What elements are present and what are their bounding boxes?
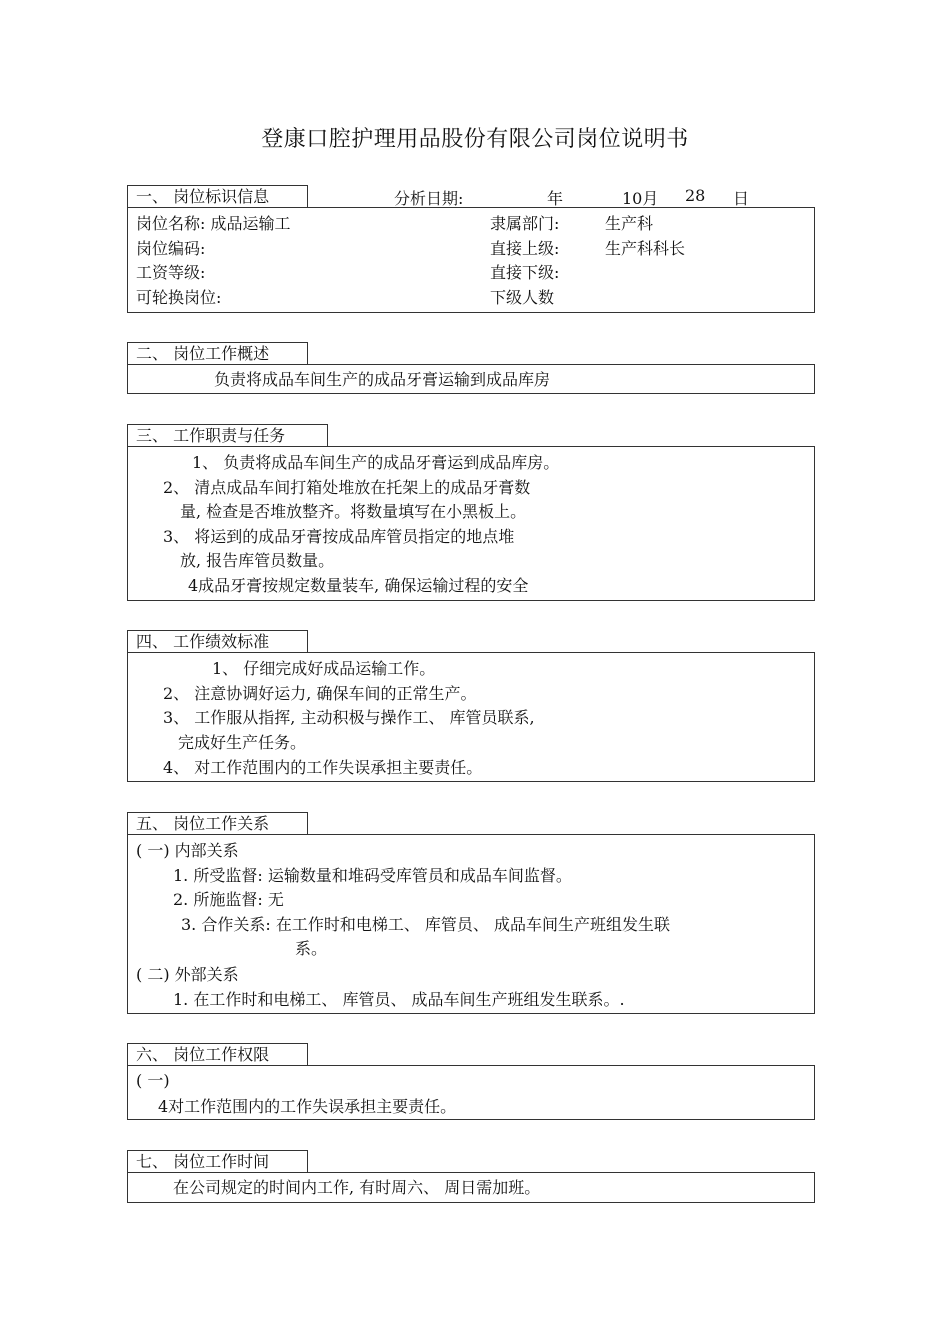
date-month: 10月: [622, 189, 659, 208]
section-6-box: [127, 1065, 815, 1120]
relation-line: 3. 合作关系: 在工作时和电梯工、 库管员、 成品车间生产班组发生联: [181, 915, 671, 934]
section-4-tab: 四、 工作绩效标准: [127, 630, 308, 652]
salary-grade-label: 工资等级:: [136, 263, 206, 282]
standard-line: 完成好生产任务。: [178, 733, 307, 752]
overview-text: 负责将成品车间生产的成品牙膏运输到成品库房: [214, 370, 551, 389]
relation-line: 1. 在工作时和电梯工、 库管员、 成品车间生产班组发生联系。.: [173, 990, 625, 1009]
authority-line: ( 一): [136, 1071, 170, 1090]
duty-line: 1、 负责将成品车间生产的成品牙膏运到成品库房。: [192, 453, 560, 472]
superior-label: 直接上级:: [490, 239, 560, 258]
rotation-label: 可轮换岗位:: [136, 288, 222, 307]
subordinate-label: 直接下级:: [490, 263, 560, 282]
duty-line: 2、 清点成品车间打箱处堆放在托架上的成品牙膏数: [163, 478, 531, 497]
duty-line: 4成品牙膏按规定数量装车, 确保运输过程的安全: [188, 576, 529, 595]
duty-line: 量, 检查是否堆放整齐。将数量填写在小黑板上。: [180, 502, 527, 521]
duty-line: 3、 将运到的成品牙膏按成品库管员指定的地点堆: [163, 527, 515, 546]
standard-line: 3、 工作服从指挥, 主动积极与操作工、 库管员联系,: [163, 708, 535, 727]
section-3-box: [127, 446, 815, 601]
subordinate-count-label: 下级人数: [490, 288, 555, 307]
section-6-tab: 六、 岗位工作权限: [127, 1043, 308, 1065]
relation-line: 2. 所施监督: 无: [173, 890, 284, 909]
section-5-tab: 五、 岗位工作关系: [127, 812, 308, 834]
relation-line: 1. 所受监督: 运输数量和堆码受库管员和成品车间监督。: [173, 866, 572, 885]
department-label: 隶属部门:: [490, 214, 560, 233]
section-2-box: [127, 364, 815, 394]
document-title: 登康口腔护理用品股份有限公司岗位说明书: [261, 127, 689, 152]
relation-line: ( 一) 内部关系: [136, 841, 239, 860]
authority-line: 4对工作范围内的工作失误承担主要责任。: [158, 1097, 457, 1116]
section-7-box: [127, 1172, 815, 1203]
section-7-tab: 七、 岗位工作时间: [127, 1150, 308, 1172]
work-time-text: 在公司规定的时间内工作, 有时周六、 周日需加班。: [173, 1178, 541, 1197]
date-year: 年: [547, 189, 564, 208]
analysis-date-label: 分析日期:: [394, 189, 464, 208]
position-code-label: 岗位编码:: [136, 239, 206, 258]
department-value: 生产科: [605, 214, 654, 233]
section-2-tab: 二、 岗位工作概述: [127, 342, 308, 364]
superior-value: 生产科科长: [605, 239, 686, 258]
section-1-box: [127, 207, 815, 313]
section-3-tab: 三、 工作职责与任务: [127, 424, 328, 446]
standard-line: 1、 仔细完成好成品运输工作。: [212, 659, 436, 678]
section-5-box: [127, 834, 815, 1014]
duty-line: 放, 报告库管员数量。: [180, 551, 335, 570]
standard-line: 4、 对工作范围内的工作失误承担主要责任。: [163, 758, 483, 777]
section-4-box: [127, 652, 815, 782]
section-1-tab: 一、 岗位标识信息: [127, 185, 308, 207]
relation-line: ( 二) 外部关系: [136, 965, 239, 984]
date-day: 日: [733, 189, 750, 208]
relation-line: 系。: [295, 939, 328, 958]
date-day-number: 28: [685, 186, 706, 205]
position-name: 岗位名称: 成品运输工: [136, 214, 291, 233]
standard-line: 2、 注意协调好运力, 确保车间的正常生产。: [163, 684, 477, 703]
